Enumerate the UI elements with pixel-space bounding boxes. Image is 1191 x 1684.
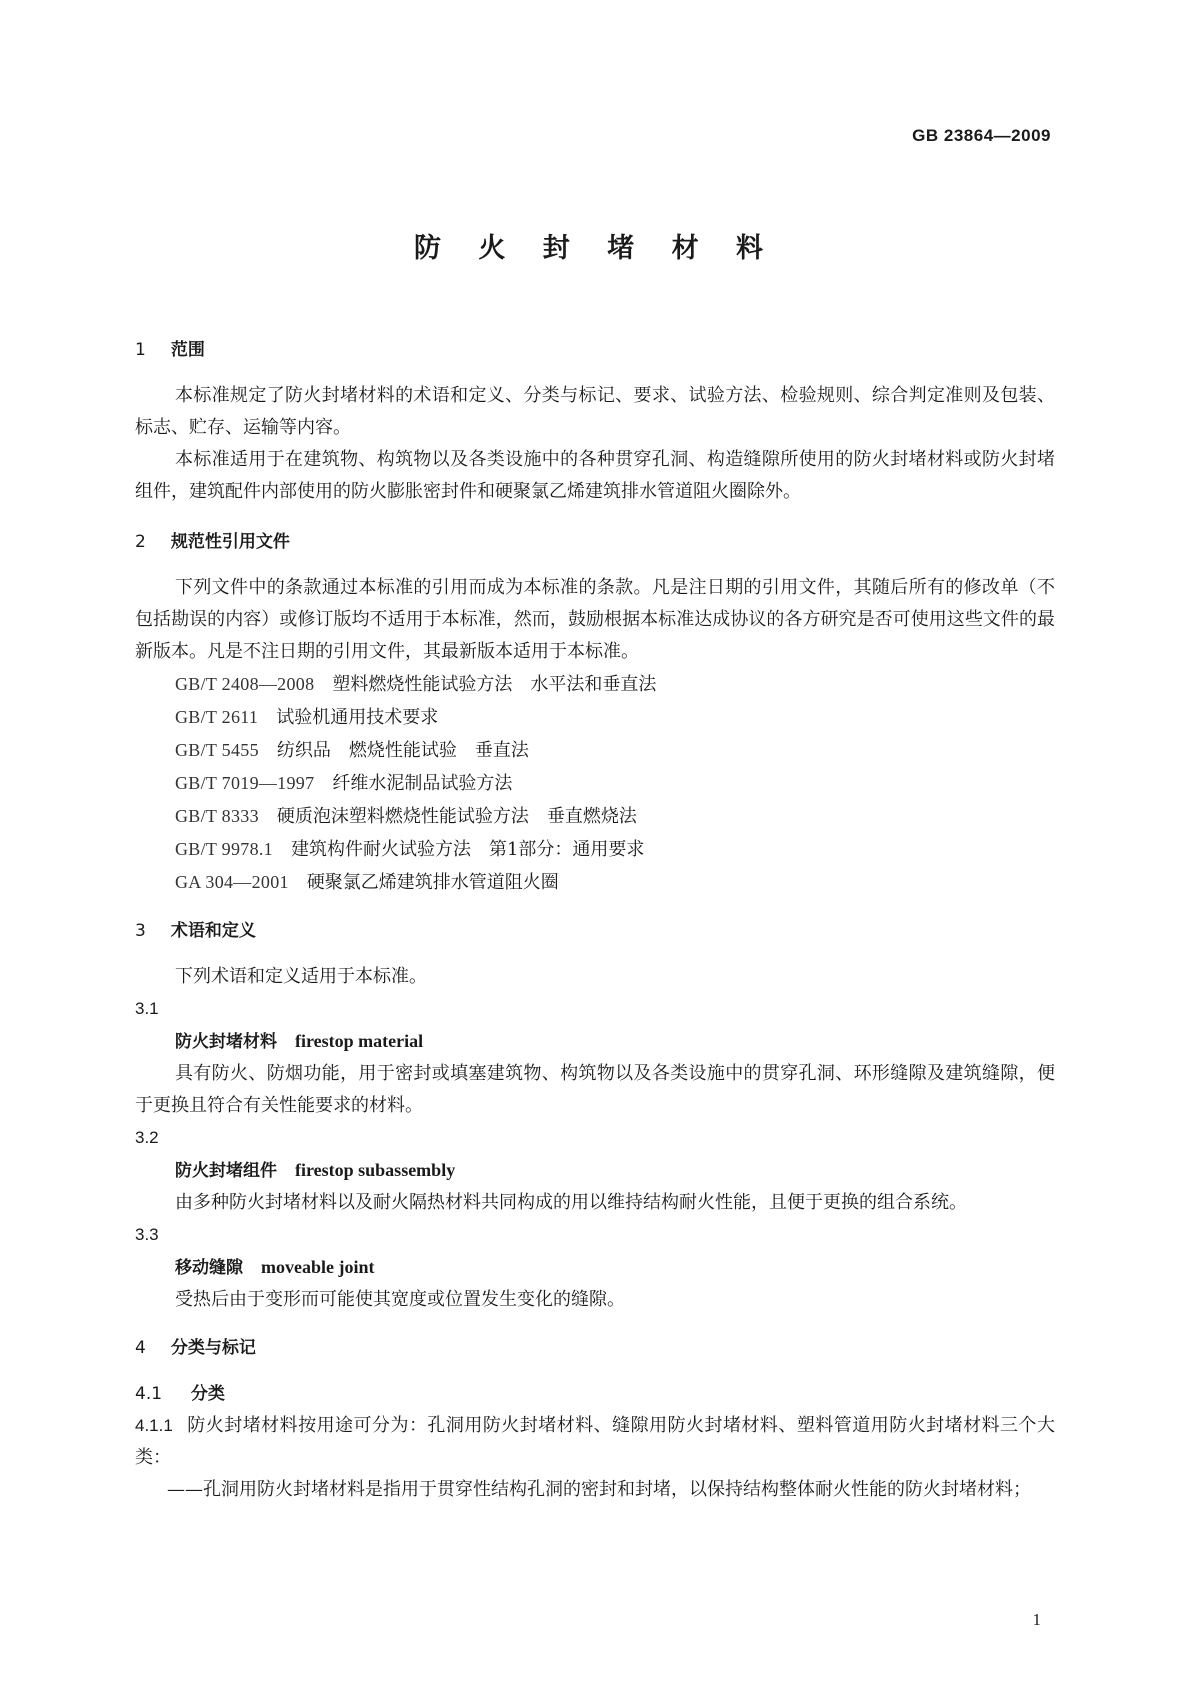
clause-number: 4.1.1 (135, 1416, 173, 1435)
paragraph: 下列术语和定义适用于本标准。 (175, 966, 427, 987)
reference-item (135, 701, 1055, 734)
section-number: 3 (135, 921, 146, 941)
reference-code: GB/T 5455 (175, 740, 259, 760)
section-heading-4 (135, 1332, 1055, 1364)
term-en: moveable joint (261, 1257, 375, 1277)
paragraph: 本标准规定了防火封堵材料的术语和定义、分类与标记、要求、试验方法、检验规则、综合判定准则及包装、标志、贮存、运输等内容。 (135, 385, 1055, 438)
paragraph: 下列文件中的条款通过本标准的引用而成为本标准的条款。凡是注日期的引用文件，其随后所有的修改单（不包括勘误的内容）或修订版均不适用于本标准，然而，鼓励根据本标准达成协议的各方研究是否可使用这些文件的最新版本。凡是不注日期的引用文件，其最新版本适用于本标准。 (135, 577, 1055, 662)
section-title: 规范性引用文件 (170, 532, 290, 552)
reference-title: 硬质泡沫塑料燃烧性能试验方法 垂直燃烧法 (276, 806, 637, 827)
paragraph: 本标准适用于在建筑物、构筑物以及各类设施中的各种贯穿孔洞、构造缝隙所使用的防火封堵材料或防火封堵组件，建筑配件内部使用的防火膨胀密封件和硬聚氯乙烯建筑排水管道阻火圈除外。 (135, 449, 1055, 502)
reference-item (135, 734, 1055, 767)
reference-title: 纤维水泥制品试验方法 (332, 773, 513, 794)
page-number: 1 (1032, 1610, 1041, 1629)
section-heading-1 (135, 334, 1055, 366)
reference-title: 塑料燃烧性能试验方法 水平法和垂直法 (332, 674, 657, 695)
clause-text: 防火封堵材料按用途可分为：孔洞用防火封堵材料、缝隙用防火封堵材料、塑料管道用防火封堵材料三个大类： (135, 1415, 1055, 1468)
section-heading-3 (135, 915, 1055, 947)
reference-code: GA 304—2001 (175, 872, 289, 892)
term-zh: 防火封堵组件 (175, 1161, 277, 1181)
reference-code: GB/T 2408—2008 (175, 674, 315, 694)
section-number: 4 (135, 1338, 146, 1358)
term-zh: 移动缝隙 (175, 1258, 243, 1278)
term-heading (135, 1251, 1055, 1284)
reference-item (135, 866, 1055, 899)
list-item: ——孔洞用防火封堵材料是指用于贯穿性结构孔洞的密封和封堵，以保持结构整体耐火性能的防火封堵材料； (167, 1479, 1031, 1500)
term-number: 3.3 (135, 1225, 159, 1244)
reference-code: GB/T 8333 (175, 806, 259, 826)
reference-title: 试验机通用技术要求 (276, 707, 439, 728)
subsection-heading (135, 1378, 1055, 1410)
term-zh: 防火封堵材料 (175, 1032, 277, 1052)
reference-title: 纺织品 燃烧性能试验 垂直法 (276, 740, 529, 761)
section-heading-2 (135, 526, 1055, 558)
reference-code: GB/T 7019—1997 (175, 773, 315, 793)
reference-title: 硬聚氯乙烯建筑排水管道阻火圈 (306, 872, 559, 893)
standard-code: GB 23864—2009 (912, 126, 1051, 145)
term-heading (135, 1154, 1055, 1187)
term-heading (135, 1025, 1055, 1058)
subsection-title: 分类 (190, 1384, 225, 1404)
subsection-number: 4.1 (135, 1384, 163, 1404)
term-number: 3.2 (135, 1128, 159, 1147)
clause (135, 1410, 1055, 1474)
section-title: 范围 (170, 340, 205, 360)
section-number: 1 (135, 340, 146, 360)
reference-code: GB/T 2611 (175, 707, 259, 727)
reference-code: GB/T 9978.1 (175, 839, 273, 859)
reference-item (135, 668, 1055, 701)
term-number: 3.1 (135, 999, 159, 1018)
term-en: firestop material (295, 1031, 424, 1051)
section-title: 分类与标记 (170, 1338, 256, 1358)
reference-item (135, 833, 1055, 866)
section-number: 2 (135, 532, 146, 552)
reference-item (135, 767, 1055, 800)
term-definition: 由多种防火封堵材料以及耐火隔热材料共同构成的用以维持结构耐火性能，且便于更换的组合系统。 (175, 1192, 967, 1213)
term-definition: 具有防火、防烟功能，用于密封或填塞建筑物、构筑物以及各类设施中的贯穿孔洞、环形缝隙及建筑缝隙，便于更换且符合有关性能要求的材料。 (135, 1063, 1055, 1116)
document-title: 防 火 封 堵 材 料 (414, 233, 777, 264)
document-body (135, 320, 1055, 1506)
reference-title: 建筑构件耐火试验方法 第1部分：通用要求 (290, 839, 645, 860)
reference-item (135, 800, 1055, 833)
term-en: firestop subassembly (295, 1160, 456, 1180)
section-title: 术语和定义 (170, 921, 256, 941)
term-definition: 受热后由于变形而可能使其宽度或位置发生变化的缝隙。 (175, 1289, 625, 1310)
